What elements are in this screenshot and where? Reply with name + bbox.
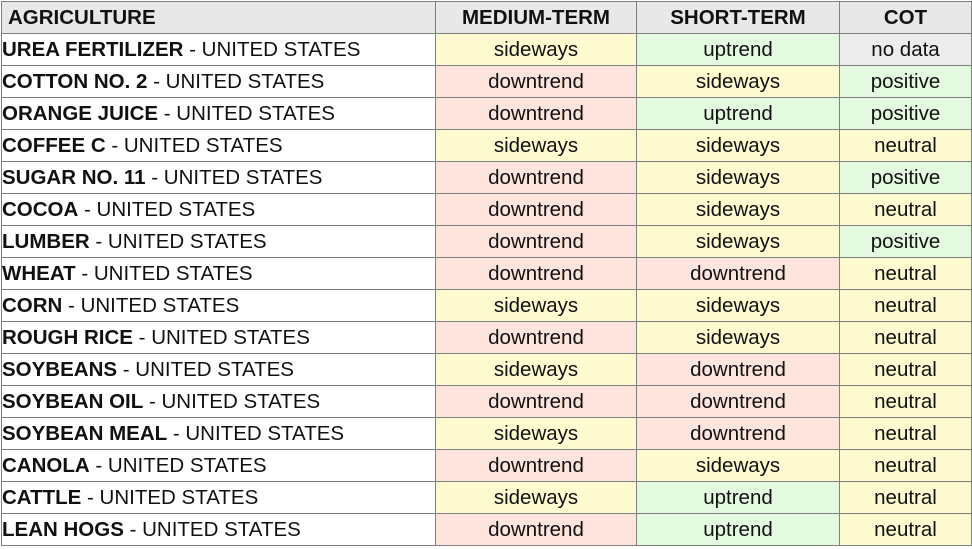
medium-term-cell: sideways: [436, 482, 637, 514]
commodity-name-cell: [2, 450, 436, 482]
table-row: [2, 354, 972, 386]
medium-term-cell: sideways: [436, 34, 637, 66]
medium-term-cell: downtrend: [436, 450, 637, 482]
header-cot: COT: [840, 2, 972, 34]
medium-term-cell: downtrend: [436, 66, 637, 98]
short-term-cell: sideways: [637, 322, 840, 354]
commodity-region: - UNITED STATES: [62, 293, 240, 317]
medium-term-cell: sideways: [436, 290, 637, 322]
commodity-name-cell: [2, 258, 436, 290]
cot-cell: no data: [840, 34, 972, 66]
table-body: [2, 34, 972, 546]
commodity-name-cell: [2, 482, 436, 514]
commodity-region: - UNITED STATES: [75, 261, 253, 285]
commodity-name: ROUGH RICE: [2, 325, 133, 349]
commodity-name-cell: [2, 322, 436, 354]
commodity-region: - UNITED STATES: [167, 421, 345, 445]
commodity-name-cell: [2, 194, 436, 226]
table-row: [2, 290, 972, 322]
medium-term-cell: sideways: [436, 354, 637, 386]
commodity-name-cell: [2, 514, 436, 546]
commodity-name: ORANGE JUICE: [2, 101, 159, 125]
commodity-name: COCOA: [2, 197, 79, 221]
commodity-name-cell: [2, 386, 436, 418]
commodity-name-cell: [2, 162, 436, 194]
table-row: [2, 66, 972, 98]
short-term-cell: uptrend: [637, 34, 840, 66]
commodity-name: LUMBER: [2, 229, 90, 253]
commodity-name: SUGAR NO. 11: [2, 165, 146, 189]
table-row: [2, 130, 972, 162]
cot-cell: neutral: [840, 386, 972, 418]
cot-cell: neutral: [840, 322, 972, 354]
commodity-name-cell: [2, 66, 436, 98]
table-row: [2, 162, 972, 194]
commodity-region: - UNITED STATES: [183, 37, 361, 61]
medium-term-cell: downtrend: [436, 386, 637, 418]
header-row: [2, 2, 972, 34]
cot-cell: positive: [840, 66, 972, 98]
commodity-name: CATTLE: [2, 485, 82, 509]
cot-cell: positive: [840, 98, 972, 130]
header-medium-term: MEDIUM-TERM: [436, 2, 637, 34]
agriculture-trend-table: [1, 1, 972, 546]
commodity-name-cell: [2, 226, 436, 258]
short-term-cell: sideways: [637, 226, 840, 258]
cot-cell: neutral: [840, 258, 972, 290]
medium-term-cell: downtrend: [436, 98, 637, 130]
commodity-name-cell: [2, 130, 436, 162]
table-row: [2, 258, 972, 290]
commodity-region: - UNITED STATES: [145, 165, 323, 189]
medium-term-cell: sideways: [436, 418, 637, 450]
table-row: [2, 322, 972, 354]
cot-cell: neutral: [840, 450, 972, 482]
commodity-region: - UNITED STATES: [143, 389, 321, 413]
table-row: [2, 514, 972, 546]
short-term-cell: uptrend: [637, 514, 840, 546]
medium-term-cell: downtrend: [436, 226, 637, 258]
table-row: [2, 450, 972, 482]
table-row: [2, 226, 972, 258]
commodity-name: COTTON NO. 2: [2, 69, 148, 93]
commodity-name-cell: [2, 98, 436, 130]
table-row: [2, 482, 972, 514]
short-term-cell: sideways: [637, 194, 840, 226]
short-term-cell: uptrend: [637, 482, 840, 514]
medium-term-cell: downtrend: [436, 258, 637, 290]
commodity-name: WHEAT: [2, 261, 76, 285]
commodity-name-cell: [2, 354, 436, 386]
short-term-cell: sideways: [637, 450, 840, 482]
commodity-region: - UNITED STATES: [78, 197, 256, 221]
medium-term-cell: downtrend: [436, 162, 637, 194]
table-row: [2, 34, 972, 66]
medium-term-cell: downtrend: [436, 514, 637, 546]
commodity-name: SOYBEAN OIL: [2, 389, 144, 413]
cot-cell: neutral: [840, 354, 972, 386]
commodity-region: - UNITED STATES: [81, 485, 259, 509]
commodity-name: LEAN HOGS: [2, 517, 124, 541]
commodity-region: - UNITED STATES: [89, 229, 267, 253]
cot-cell: neutral: [840, 194, 972, 226]
commodity-name-cell: [2, 34, 436, 66]
commodity-region: - UNITED STATES: [132, 325, 310, 349]
cot-cell: neutral: [840, 514, 972, 546]
table-row: [2, 98, 972, 130]
commodity-region: - UNITED STATES: [123, 517, 301, 541]
table-row: [2, 194, 972, 226]
cot-cell: positive: [840, 162, 972, 194]
cot-cell: neutral: [840, 130, 972, 162]
short-term-cell: downtrend: [637, 258, 840, 290]
medium-term-cell: downtrend: [436, 322, 637, 354]
short-term-cell: sideways: [637, 130, 840, 162]
commodity-name-cell: [2, 418, 436, 450]
table-row: [2, 418, 972, 450]
cot-cell: neutral: [840, 482, 972, 514]
header-agriculture: AGRICULTURE: [2, 2, 436, 34]
commodity-name: SOYBEAN MEAL: [2, 421, 168, 445]
commodity-region: - UNITED STATES: [105, 133, 283, 157]
commodity-region: - UNITED STATES: [147, 69, 325, 93]
cot-cell: positive: [840, 226, 972, 258]
short-term-cell: downtrend: [637, 418, 840, 450]
short-term-cell: sideways: [637, 162, 840, 194]
commodity-name: CORN: [2, 293, 63, 317]
short-term-cell: downtrend: [637, 386, 840, 418]
header-short-term: SHORT-TERM: [637, 2, 840, 34]
commodity-name-cell: [2, 290, 436, 322]
short-term-cell: downtrend: [637, 354, 840, 386]
short-term-cell: uptrend: [637, 98, 840, 130]
commodity-name: CANOLA: [2, 453, 90, 477]
medium-term-cell: downtrend: [436, 194, 637, 226]
table-row: [2, 386, 972, 418]
commodity-region: - UNITED STATES: [117, 357, 294, 381]
commodity-name: UREA FERTILIZER: [2, 37, 184, 61]
cot-cell: neutral: [840, 418, 972, 450]
commodity-region: - UNITED STATES: [89, 453, 267, 477]
cot-cell: neutral: [840, 290, 972, 322]
short-term-cell: sideways: [637, 66, 840, 98]
commodity-name: SOYBEANS: [2, 357, 118, 381]
short-term-cell: sideways: [637, 290, 840, 322]
commodity-region: - UNITED STATES: [158, 101, 335, 125]
medium-term-cell: sideways: [436, 130, 637, 162]
commodity-name: COFFEE C: [2, 133, 106, 157]
table-header: [2, 2, 972, 34]
